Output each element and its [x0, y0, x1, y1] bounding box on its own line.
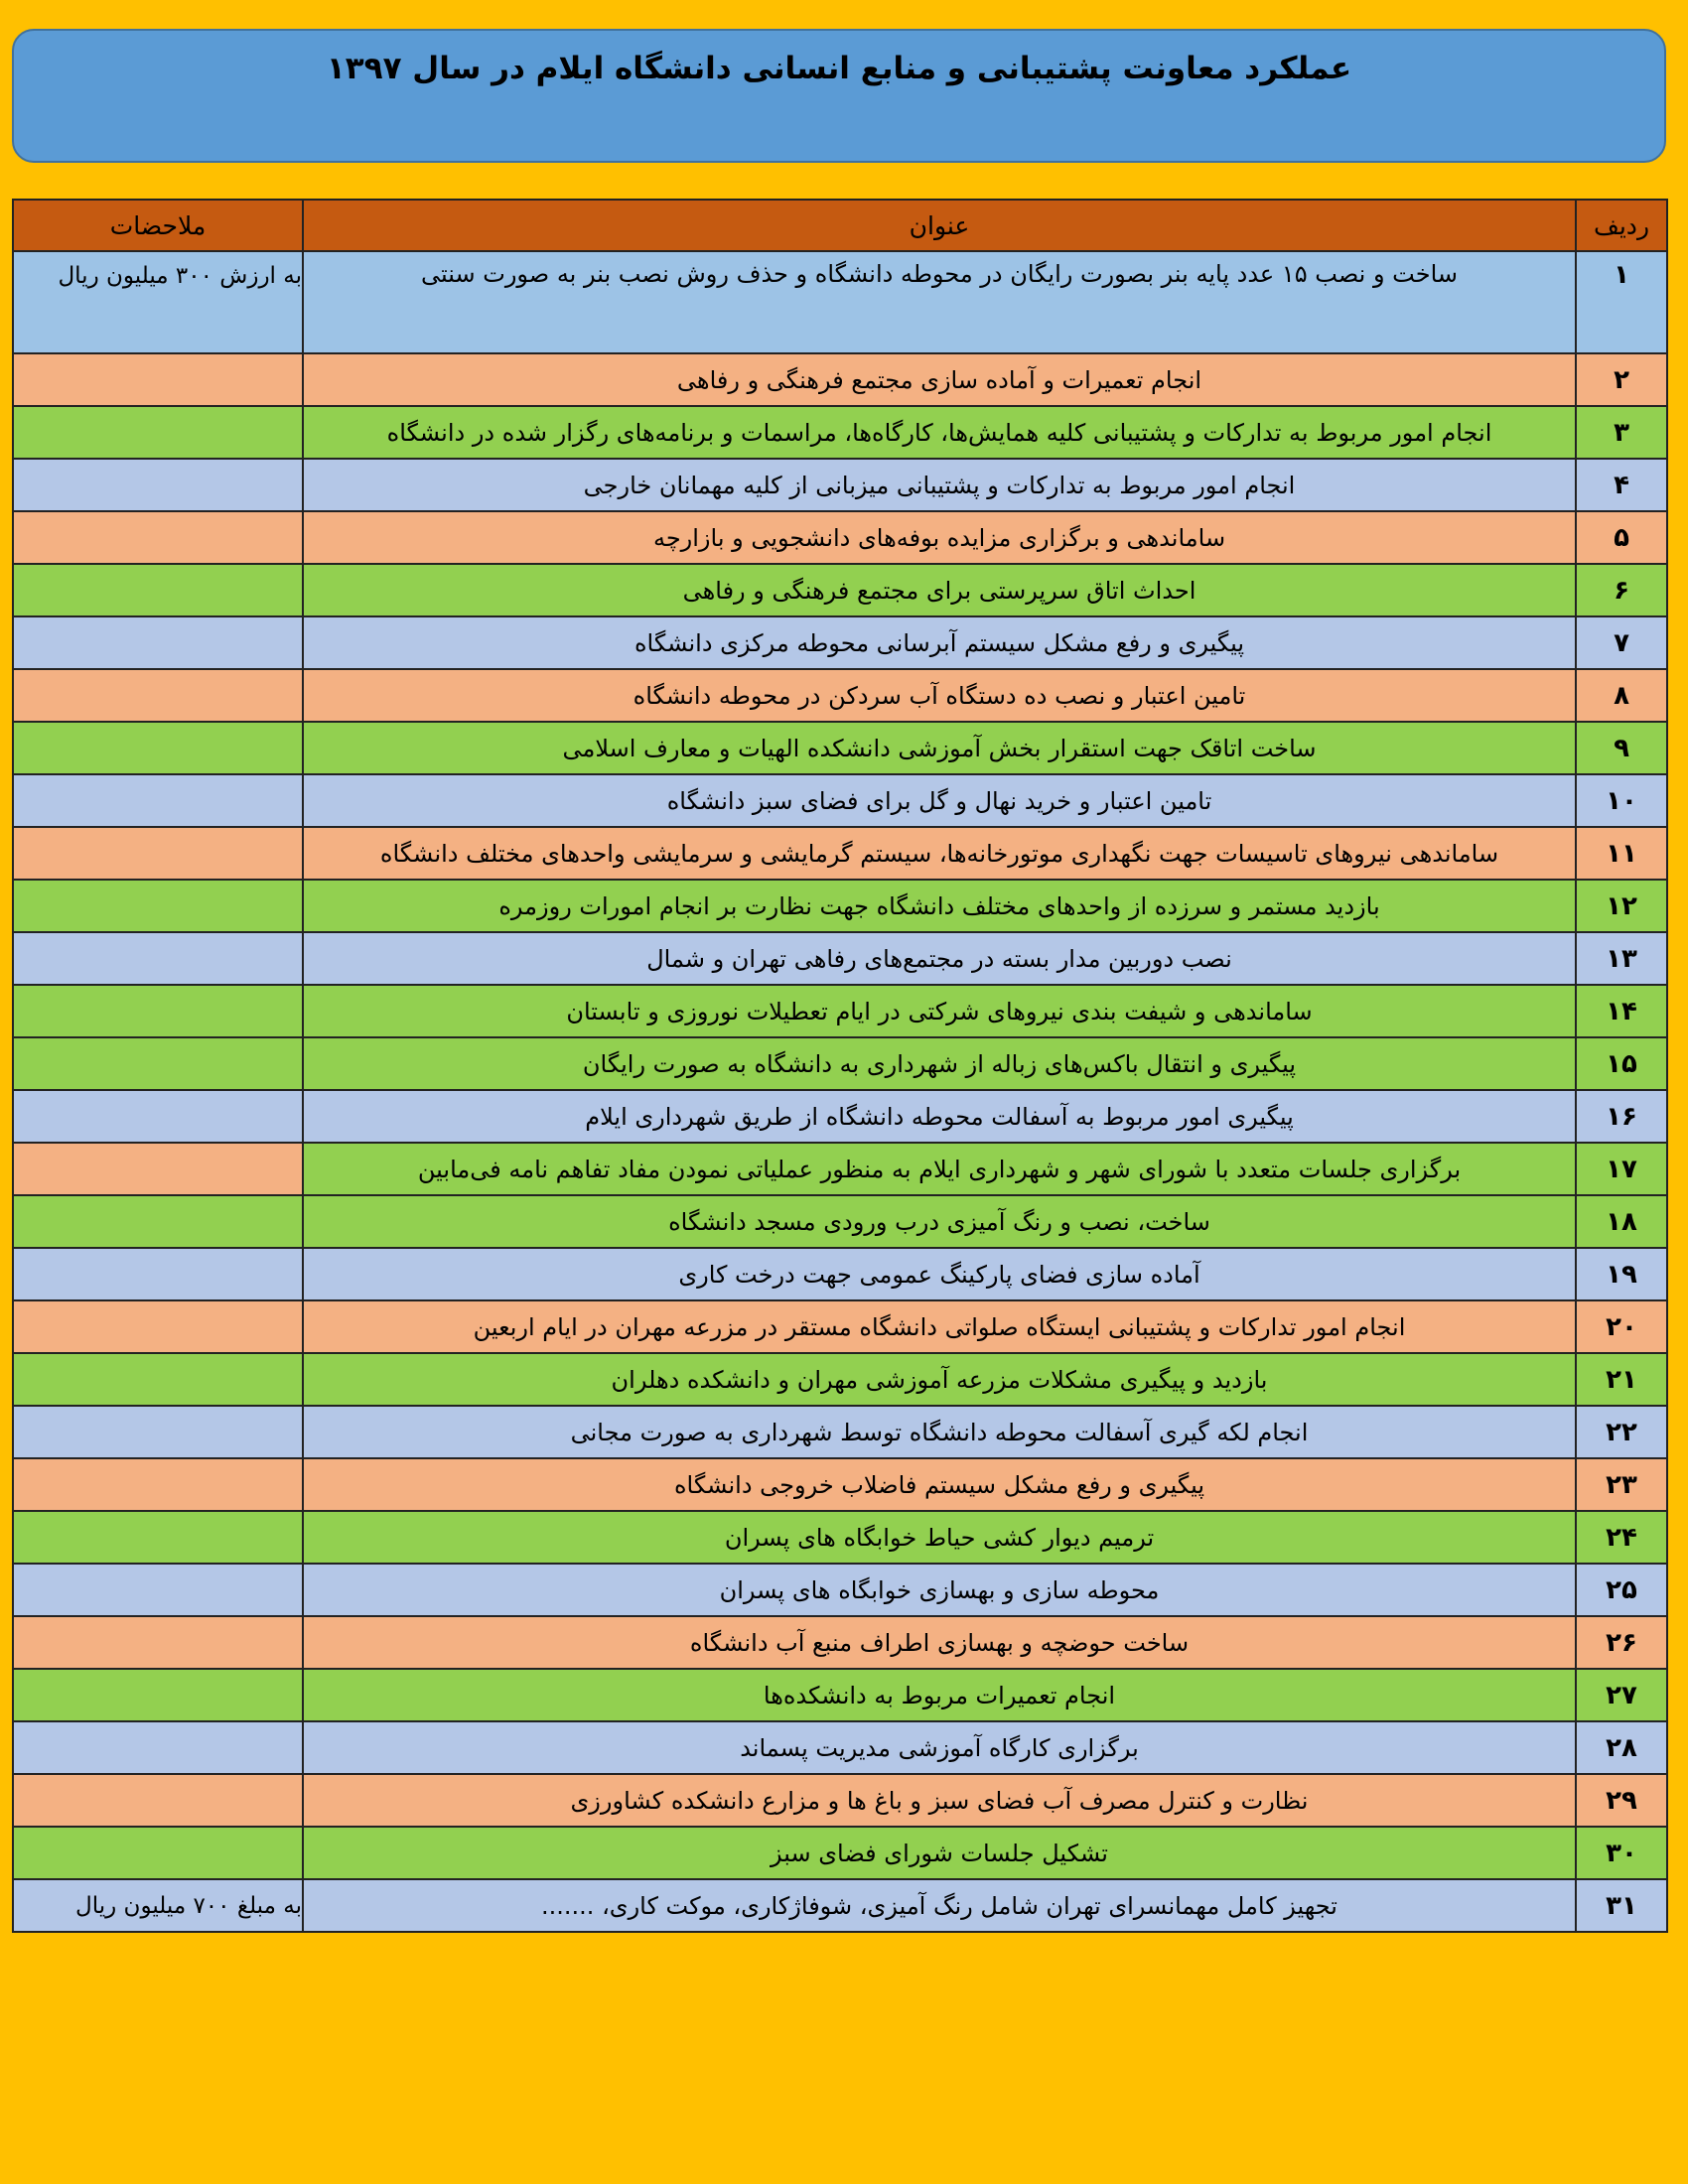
table-row: [13, 722, 1667, 774]
row-number-cell: ۱۳: [1576, 932, 1667, 985]
row-number-cell: ۷: [1576, 616, 1667, 669]
row-title-cell: بازدید و پیگیری مشکلات مزرعه آموزشی مهران و دانشکده دهلران: [303, 1353, 1576, 1406]
row-notes-cell: [13, 1669, 303, 1721]
row-title-cell: ساخت و نصب ۱۵ عدد پایه بنر بصورت رایگان در محوطه دانشگاه و حذف روش نصب بنر به صورت سنتی: [303, 251, 1576, 353]
row-notes-cell: [13, 1721, 303, 1774]
table-row: [13, 1616, 1667, 1669]
row-title-cell: بازدید مستمر و سرزده از واحدهای مختلف دانشگاه جهت نظارت بر انجام امورات روزمره: [303, 880, 1576, 932]
table-row: [13, 511, 1667, 564]
row-title-cell: احداث اتاق سرپرستی برای مجتمع فرهنگی و رفاهی: [303, 564, 1576, 616]
header-notes: ملاحضات: [13, 200, 303, 251]
row-title-cell: انجام لکه گیری آسفالت محوطه دانشگاه توسط شهرداری به صورت مجانی: [303, 1406, 1576, 1458]
row-notes-cell: [13, 564, 303, 616]
table-row: [13, 1406, 1667, 1458]
row-number-cell: ۴: [1576, 459, 1667, 511]
row-notes-cell: [13, 1564, 303, 1616]
row-number-cell: ۹: [1576, 722, 1667, 774]
table-row: [13, 459, 1667, 511]
page-title-banner: [12, 29, 1666, 163]
table-row: [13, 774, 1667, 827]
row-title-cell: ساخت اتاقک جهت استقرار بخش آموزشی دانشکده الهیات و معارف اسلامی: [303, 722, 1576, 774]
row-notes-cell: [13, 1090, 303, 1143]
table-row: [13, 353, 1667, 406]
row-number-cell: ۱۴: [1576, 985, 1667, 1037]
row-number-cell: ۲۱: [1576, 1353, 1667, 1406]
row-number-cell: ۳۰: [1576, 1827, 1667, 1879]
table-row: [13, 1774, 1667, 1827]
row-notes-cell: [13, 1195, 303, 1248]
row-title-cell: تشکیل جلسات شورای فضای سبز: [303, 1827, 1576, 1879]
row-number-cell: ۱۸: [1576, 1195, 1667, 1248]
row-number-cell: ۲۴: [1576, 1511, 1667, 1564]
table-row: [13, 1827, 1667, 1879]
table-row: [13, 1721, 1667, 1774]
row-notes-cell: [13, 1353, 303, 1406]
table-row: [13, 1564, 1667, 1616]
row-notes-cell: [13, 774, 303, 827]
table-row: [13, 1090, 1667, 1143]
table-row: [13, 1195, 1667, 1248]
row-notes-cell: به مبلغ ۷۰۰ میلیون ریال: [13, 1879, 303, 1932]
row-number-cell: ۱۰: [1576, 774, 1667, 827]
row-title-cell: ساخت حوضچه و بهسازی اطراف منبع آب دانشگاه: [303, 1616, 1576, 1669]
row-number-cell: ۱۱: [1576, 827, 1667, 880]
row-notes-cell: [13, 511, 303, 564]
table-row: [13, 669, 1667, 722]
row-notes-cell: [13, 353, 303, 406]
row-number-cell: ۳۱: [1576, 1879, 1667, 1932]
row-number-cell: ۲۸: [1576, 1721, 1667, 1774]
row-notes-cell: [13, 1458, 303, 1511]
row-title-cell: برگزاری جلسات متعدد با شورای شهر و شهرداری ایلام به منظور عملیاتی نمودن مفاد تفاهم نامه فی‌مابین: [303, 1143, 1576, 1195]
row-title-cell: محوطه سازی و بهسازی خوابگاه های پسران: [303, 1564, 1576, 1616]
row-title-cell: برگزاری کارگاه آموزشی مدیریت پسماند: [303, 1721, 1576, 1774]
row-notes-cell: [13, 1406, 303, 1458]
row-notes-cell: [13, 1616, 303, 1669]
table-row: [13, 932, 1667, 985]
row-title-cell: پیگیری امور مربوط به آسفالت محوطه دانشگاه از طریق شهرداری ایلام: [303, 1090, 1576, 1143]
row-notes-cell: [13, 616, 303, 669]
row-number-cell: ۲۵: [1576, 1564, 1667, 1616]
table-row: [13, 616, 1667, 669]
row-notes-cell: [13, 459, 303, 511]
row-title-cell: ساماندهی نیروهای تاسیسات جهت نگهداری موتورخانه‌ها، سیستم گرمایشی و سرمایشی واحدهای مختلف دانشگاه: [303, 827, 1576, 880]
row-notes-cell: [13, 669, 303, 722]
row-notes-cell: [13, 1774, 303, 1827]
table-row: [13, 1353, 1667, 1406]
row-number-cell: ۲۶: [1576, 1616, 1667, 1669]
activities-table: [12, 199, 1668, 1933]
row-title-cell: نصب دوربین مدار بسته در مجتمع‌های رفاهی تهران و شمال: [303, 932, 1576, 985]
row-title-cell: ترمیم دیوار کشی حیاط خوابگاه های پسران: [303, 1511, 1576, 1564]
row-notes-cell: [13, 880, 303, 932]
row-number-cell: ۱۵: [1576, 1037, 1667, 1090]
table-row: [13, 1037, 1667, 1090]
header-title: عنوان: [303, 200, 1576, 251]
row-title-cell: انجام امور مربوط به تدارکات و پشتیبانی میزبانی از کلیه مهمانان خارجی: [303, 459, 1576, 511]
row-title-cell: تامین اعتبار و نصب ده دستگاه آب سردکن در محوطه دانشگاه: [303, 669, 1576, 722]
row-notes-cell: به ارزش ۳۰۰ میلیون ریال: [13, 251, 303, 353]
row-number-cell: ۸: [1576, 669, 1667, 722]
table-row: [13, 1300, 1667, 1353]
table-row: [13, 985, 1667, 1037]
row-title-cell: پیگیری و انتقال باکس‌های زباله از شهرداری به دانشگاه به صورت رایگان: [303, 1037, 1576, 1090]
row-notes-cell: [13, 406, 303, 459]
row-title-cell: انجام امور مربوط به تدارکات و پشتیبانی کلیه همایش‌ها، کارگاه‌ها، مراسمات و برنامه‌های رگزار شده در دانشگاه: [303, 406, 1576, 459]
row-notes-cell: [13, 1300, 303, 1353]
row-notes-cell: [13, 1037, 303, 1090]
row-title-cell: پیگیری و رفع مشکل سیستم فاضلاب خروجی دانشگاه: [303, 1458, 1576, 1511]
table-row: [13, 406, 1667, 459]
row-title-cell: ساماندهی و شیفت بندی نیروهای شرکتی در ایام تعطیلات نوروزی و تابستان: [303, 985, 1576, 1037]
row-notes-cell: [13, 985, 303, 1037]
row-number-cell: ۲: [1576, 353, 1667, 406]
row-number-cell: ۱۶: [1576, 1090, 1667, 1143]
row-number-cell: ۱۷: [1576, 1143, 1667, 1195]
row-notes-cell: [13, 1143, 303, 1195]
table-row: [13, 1511, 1667, 1564]
table-row: [13, 1669, 1667, 1721]
row-title-cell: پیگیری و رفع مشکل سیستم آبرسانی محوطه مرکزی دانشگاه: [303, 616, 1576, 669]
table-row: [13, 827, 1667, 880]
table-row: [13, 1143, 1667, 1195]
table-body: [13, 251, 1667, 1932]
row-notes-cell: [13, 932, 303, 985]
table-row: [13, 880, 1667, 932]
row-number-cell: ۳: [1576, 406, 1667, 459]
row-title-cell: نظارت و کنترل مصرف آب فضای سبز و باغ ها و مزارع دانشکده کشاورزی: [303, 1774, 1576, 1827]
row-notes-cell: [13, 722, 303, 774]
row-number-cell: ۱۲: [1576, 880, 1667, 932]
row-title-cell: آماده سازی فضای پارکینگ عمومی جهت درخت کاری: [303, 1248, 1576, 1300]
row-number-cell: ۲۳: [1576, 1458, 1667, 1511]
row-number-cell: ۲۲: [1576, 1406, 1667, 1458]
row-title-cell: انجام تعمیرات مربوط به دانشکده‌ها: [303, 1669, 1576, 1721]
page-title: عملکرد معاونت پشتیبانی و منابع انسانی دانشگاه ایلام در سال ۱۳۹۷: [326, 51, 1352, 86]
row-title-cell: تجهیز کامل مهمانسرای تهران شامل رنگ آمیزی، شوفاژکاری، موکت کاری، .......: [303, 1879, 1576, 1932]
row-title-cell: تامین اعتبار و خرید نهال و گل برای فضای سبز دانشگاه: [303, 774, 1576, 827]
row-notes-cell: [13, 1248, 303, 1300]
row-title-cell: انجام تعمیرات و آماده سازی مجتمع فرهنگی و رفاهی: [303, 353, 1576, 406]
table-row: [13, 1458, 1667, 1511]
row-number-cell: ۱: [1576, 251, 1667, 353]
header-row-number: ردیف: [1576, 200, 1667, 251]
row-title-cell: انجام امور تدارکات و پشتیبانی ایستگاه صلواتی دانشگاه مستقر در مزرعه مهران در ایام اربعین: [303, 1300, 1576, 1353]
row-title-cell: ساخت، نصب و رنگ آمیزی درب ورودی مسجد دانشگاه: [303, 1195, 1576, 1248]
table-header-row: [13, 200, 1667, 251]
table-row: [13, 1879, 1667, 1932]
row-number-cell: ۲۰: [1576, 1300, 1667, 1353]
row-notes-cell: [13, 1827, 303, 1879]
row-notes-cell: [13, 827, 303, 880]
row-number-cell: ۲۹: [1576, 1774, 1667, 1827]
row-number-cell: ۶: [1576, 564, 1667, 616]
row-notes-cell: [13, 1511, 303, 1564]
row-number-cell: ۲۷: [1576, 1669, 1667, 1721]
table-row: [13, 564, 1667, 616]
row-number-cell: ۵: [1576, 511, 1667, 564]
row-number-cell: ۱۹: [1576, 1248, 1667, 1300]
row-title-cell: ساماندهی و برگزاری مزایده بوفه‌های دانشجویی و بازارچه: [303, 511, 1576, 564]
table-row: [13, 251, 1667, 353]
table-row: [13, 1248, 1667, 1300]
